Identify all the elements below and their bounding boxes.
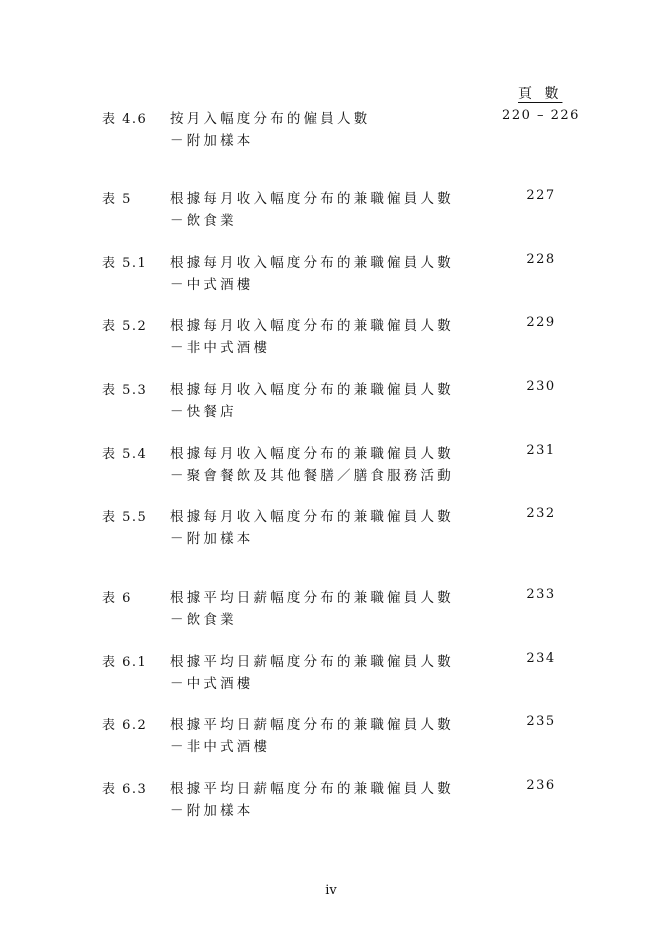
table-description: [170, 108, 370, 152]
toc-entry: [0, 315, 662, 359]
table-title: 根據平均日薪幅度分布的兼職僱員人數: [170, 717, 454, 733]
page-range: 228: [526, 252, 556, 267]
table-subtitle: －附加樣本: [170, 803, 254, 819]
table-description: [170, 714, 454, 758]
table-subtitle: －飲食業: [170, 213, 237, 229]
page-number: iv: [325, 883, 337, 898]
table-number: 表 5.1: [102, 256, 148, 271]
table-number: 表 5.2: [102, 319, 148, 334]
table-title: 按月入幅度分布的僱員人數: [170, 111, 371, 127]
table-subtitle: －中式酒樓: [170, 277, 254, 293]
table-number: 表 6: [102, 591, 132, 606]
table-number: 表 5.3: [102, 383, 148, 398]
table-description: [170, 778, 454, 822]
table-description: [170, 379, 454, 423]
table-subtitle: －非中式酒樓: [170, 739, 271, 755]
table-subtitle: －附加樣本: [170, 531, 254, 547]
toc-entry: [0, 506, 662, 550]
table-subtitle: －快餐店: [170, 404, 237, 420]
table-subtitle: －中式酒樓: [170, 676, 254, 692]
table-title: 根據每月收入幅度分布的兼職僱員人數: [170, 255, 454, 271]
table-title: 根據平均日薪幅度分布的兼職僱員人數: [170, 654, 454, 670]
table-subtitle: －附加樣本: [170, 133, 254, 149]
toc-entry: [0, 714, 662, 758]
page-range: 231: [526, 443, 556, 458]
toc-entry: [0, 443, 662, 487]
table-title: 根據每月收入幅度分布的兼職僱員人數: [170, 318, 454, 334]
table-title: 根據每月收入幅度分布的兼職僱員人數: [170, 446, 454, 462]
table-title: 根據每月收入幅度分布的兼職僱員人數: [170, 509, 454, 525]
table-title: 根據每月收入幅度分布的兼職僱員人數: [170, 191, 454, 207]
table-number: 表 6.3: [102, 782, 148, 797]
table-number: 表 5: [102, 192, 132, 207]
table-number: 表 5.4: [102, 447, 148, 462]
page-range: 234: [526, 651, 556, 666]
page-range: 236: [526, 778, 556, 793]
table-title: 根據平均日薪幅度分布的兼職僱員人數: [170, 781, 454, 797]
table-subtitle: －非中式酒樓: [170, 340, 271, 356]
table-title: 根據平均日薪幅度分布的兼職僱員人數: [170, 590, 454, 606]
table-description: [170, 443, 454, 487]
table-description: [170, 315, 454, 359]
toc-entry: [0, 379, 662, 423]
toc-entry: [0, 587, 662, 631]
table-subtitle: －飲食業: [170, 612, 237, 628]
table-subtitle: －聚會餐飲及其他餐膳／膳食服務活動: [170, 468, 454, 484]
table-number: 表 5.5: [102, 510, 148, 525]
table-number: 表 6.2: [102, 718, 148, 733]
toc-entry: [0, 252, 662, 296]
page-range: 230: [526, 379, 556, 394]
table-description: [170, 587, 454, 631]
page-range: 232: [526, 506, 556, 521]
page-range: 227: [526, 188, 556, 203]
table-description: [170, 252, 454, 296]
page-range: 235: [526, 714, 556, 729]
table-description: [170, 651, 454, 695]
table-number: 表 6.1: [102, 655, 148, 670]
toc-entry: [0, 778, 662, 822]
page-range: 220 – 226: [502, 108, 580, 123]
toc-entry: [0, 108, 662, 152]
table-description: [170, 506, 454, 550]
table-number: 表 4.6: [102, 112, 148, 127]
page-range: 233: [526, 587, 556, 602]
toc-entry: [0, 651, 662, 695]
page-range: 229: [526, 315, 556, 330]
table-description: [170, 188, 454, 232]
page-header-label: 頁 數: [518, 86, 563, 102]
table-title: 根據每月收入幅度分布的兼職僱員人數: [170, 382, 454, 398]
toc-entry: [0, 188, 662, 232]
